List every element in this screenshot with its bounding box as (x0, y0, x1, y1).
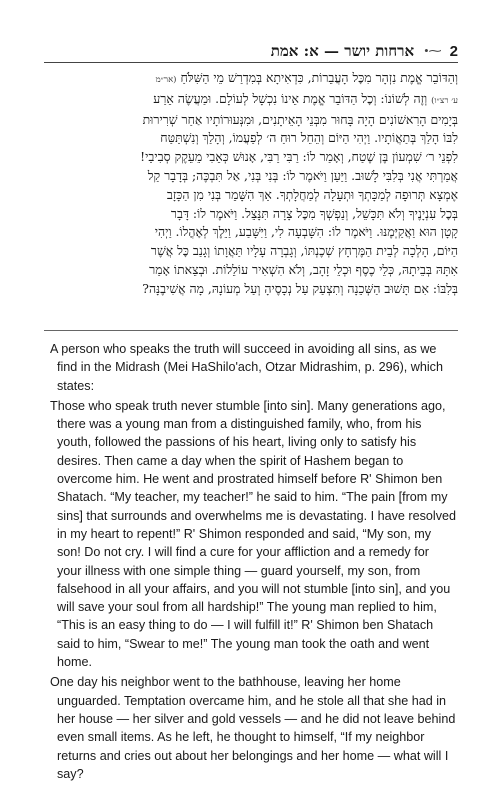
english-translation (50, 340, 456, 785)
english-paragraph-intro: A person who speaks the truth will succeed in avoiding all sins, as we find in the Midrash (Mei HaShilo'ach, Otzar Midrashim, p. 296), which states: (50, 342, 443, 393)
hebrew-line: אֲמַרְתִּי אֲנִי בְּלִבִּי לָשׁוּב. וַיַּעַן וַיֹּאמֶר לוֹ: בְּנִי בְּנִי, אַל תִּבְכֶּה; בְּדָבָר קַל (147, 167, 458, 183)
source-ref: ע׳ רצ״ו) (431, 95, 458, 106)
page-number: 2 (449, 42, 458, 60)
hebrew-line: בְּכׇל עִנְיָנֶיךָ וְלֹא תִּכָּשֵׁל, וְנַפְשְׁךָ מִכׇּל צָרָה תִּנָּצֵל. וַיֹּאמֶר לוֹ: דָּבָר (170, 205, 458, 221)
hebrew-line: בְּלִבּוֹ: אִם תָּשׁוּב הַשְּׁכֵנָה וְתִצְעַק עַל נְכָסֶיהָ וְעַל מְעוֹנָהּ, מָה אֲשִׁיבֶנָּה? (142, 280, 458, 296)
hebrew-line: לִבּוֹ הָלַךְ בְּתַאֲוֹתָיו. וַיְהִי הַיּוֹם וְהֵחֵל רוּחַ ה׳ לְפַעֲמוֹ, וְהָלַךְ וְנִשְׁתַּטַּח (160, 130, 458, 146)
running-title: ארחות יושר — א: אמת (270, 41, 415, 60)
english-paragraph-continuation: One day his neighbor went to the bathhouse, leaving her home unguarded. Temptation overcame him, and he stole all that she had in her house — her silver and gold vessels — and he did not leave behind even small items. As he left, he thought to himself, “If my neighbor returns and cries out about her belongings and her home — what will I say? (50, 675, 456, 781)
source-ref: (אר״מ (155, 75, 177, 85)
hebrew-line: ע׳ רצ״ו) וְזֶה לְשׁוֹנוֹ: וְכׇל הַדּוֹבֵר אֱמֶת אֵינוֹ נִכְשָׁל לְעוֹלָם. וּמַעֲשֶׂה אֵרַע (153, 90, 458, 106)
ornament-icon: ⁓• (424, 43, 442, 58)
hebrew-line: וְהַדּוֹבֵר אֱמֶת נִזְהָר מִכׇּל הָעֲבֵרוֹת, כִּדְאִיתָא בְּמִדְרַשׁ מֵי הַשִּׁלֹּחַ (אר״מ (155, 70, 458, 85)
hebrew-line: אִתָּהּ בְּבֵיתָהּ, כְּלֵי כֶסֶף וּכְלֵי זָהָב, וְלֹא הִשְׁאִיר עוֹלֵלוֹת. וּבְצֵאתוֹ אָמַר (149, 261, 458, 277)
english-paragraph-story: Those who speak truth never stumble [into sin]. Many generations ago, there was a young man from a distinguished family, who, from his youth, followed the passions of his heart, living only to satisfy his desires. Then came a day when the spirit of Hashem began to overcome him. He went and prostrated himself before R' Shimon ben Shatach. “My teacher, my teacher!” he said to him. “The pain [from my sins] that surrounds and overwhelms me is devastating. I have resolved in my heart to repent!” R' Shimon responded and said, “My son, my son! Do not cry. I will find a cure for your affliction and a remedy for your illness with one simple thing — guard yourself, my son, from falsehood in all your affairs, and you will not stumble [into sin], and you will save your soul from all hardship!” The young man replied to him, “This is an easy thing to do — I will fulfill it!” R' Shimon ben Shatach said to him, “Swear to me!” The young man took the oath and went home. (50, 398, 457, 670)
hebrew-line: קָטָן הוּא וַאֲקַיְּמֶנּוּ. וַיֹּאמֶר לוֹ: הִשָּׁבְעָה לִי, וַיִּשָּׁבַע, וַיֵּלֶךְ לְאׇהֳלוֹ. וַיְהִי (154, 224, 458, 240)
running-header (44, 40, 458, 63)
hebrew-line: הַיּוֹם, הָלְכָה לְבֵית הַמֶּרְחָץ שְׁכֶנְתּוֹ, וְגָבְרָה עָלָיו תַּאֲוָתוֹ וְגָנַב כׇּל אֲשֶׁר (150, 243, 458, 259)
hebrew-text-block (44, 69, 458, 299)
hebrew-line: אֶמְצָא תְּרוּפָה לְמַכָּתְךָ וּתְעָלָה לְמַחֲלָתְךָ. אַךְ הִשָּׁמֵר בְּנִי מִן הַכָּזָב (166, 186, 458, 202)
section-divider (44, 330, 458, 331)
hebrew-line: בְּיָמִים הָרִאשׁוֹנִים הָיָה בָּחוּר מִבְּנֵי הָאֵיתָנִים, וּמִנְּעוּרוֹתָיו אַחַר שְׁרִירוּת (142, 111, 458, 127)
hebrew-line: לִפְנֵי ר׳ שִׁמְעוֹן בֶּן שֶׁטַח, וְאָמַר לוֹ: רַבִּי רַבִּי, אָנוּשׁ כְּאֵבִי מֵעֵקֶק סְבִיבַי! (140, 149, 458, 165)
